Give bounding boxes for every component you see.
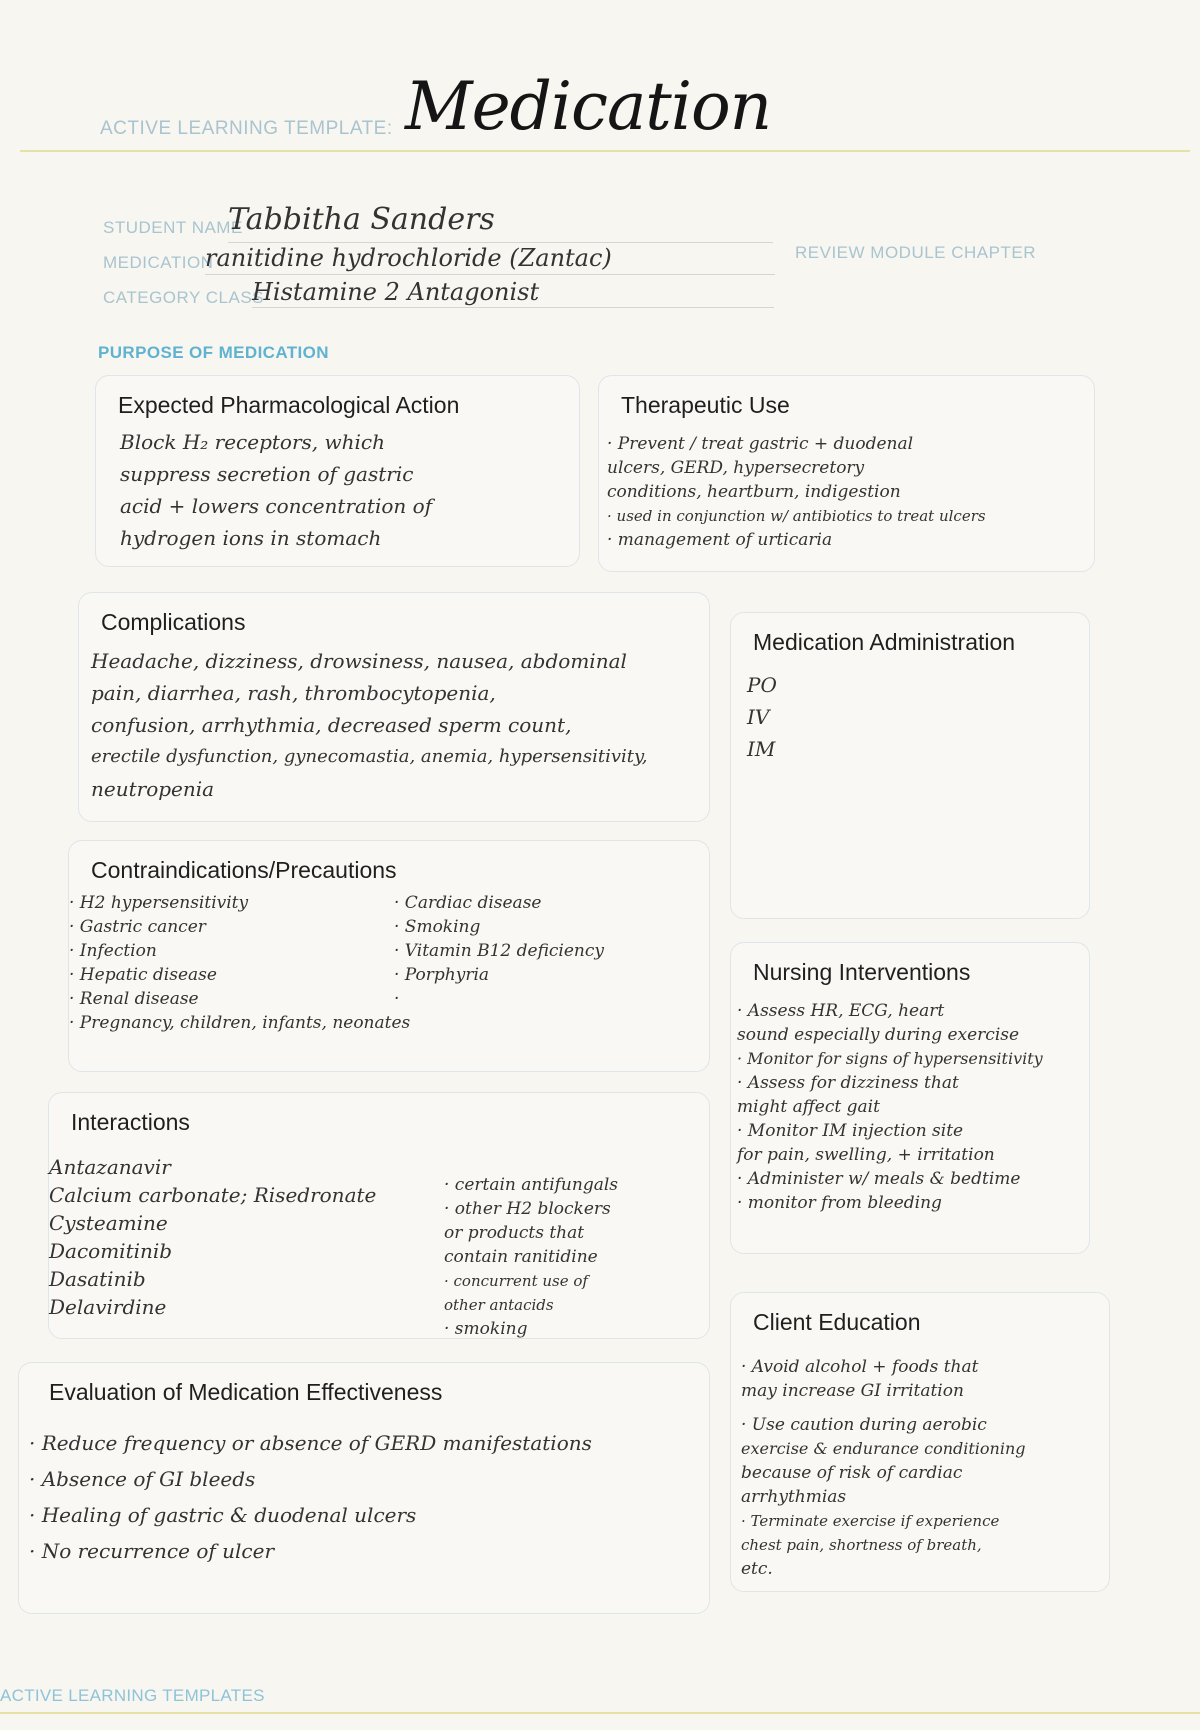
interaction-item: or products that <box>444 1223 585 1243</box>
therapeutic-use-line: ulcers, GERD, hypersecretory <box>607 458 865 478</box>
nursing-line: · Administer w/ meals & bedtime <box>737 1169 1021 1189</box>
evaluation-line: · Absence of GI bleeds <box>29 1467 256 1491</box>
interaction-item: Antazanavir <box>49 1155 171 1179</box>
therapeutic-use-line: · management of urticaria <box>607 530 833 550</box>
interaction-item: Calcium carbonate; Risedronate <box>49 1183 377 1207</box>
evaluation-line: · Reduce frequency or absence of GERD manifestations <box>29 1431 592 1455</box>
footer-divider <box>0 1712 1200 1714</box>
administration-box <box>730 612 1090 919</box>
client-education-line: exercise & endurance conditioning <box>741 1439 1026 1458</box>
interaction-item: contain ranitidine <box>444 1247 598 1267</box>
evaluation-title: Evaluation of Medication Effectiveness <box>49 1379 443 1405</box>
interaction-item: other antacids <box>444 1296 554 1314</box>
evaluation-box <box>18 1362 710 1614</box>
contraindication-item: · Porphyria <box>394 965 490 985</box>
client-education-line: may increase GI irritation <box>741 1381 964 1401</box>
client-education-line: arrhythmias <box>741 1487 847 1507</box>
category-line <box>252 307 774 308</box>
client-education-line: etc. <box>741 1559 773 1579</box>
evaluation-line: · Healing of gastric & duodenal ulcers <box>29 1503 417 1527</box>
nursing-line: · Monitor IM injection site <box>737 1121 964 1141</box>
contraindication-item: · Renal disease <box>69 989 199 1009</box>
nursing-line: might affect gait <box>737 1097 880 1117</box>
complications-line: confusion, arrhythmia, decreased sperm count, <box>91 713 572 737</box>
therapeutic-use-line: · used in conjunction w/ antibiotics to treat ulcers <box>607 507 986 525</box>
interaction-item: · smoking <box>444 1319 528 1339</box>
nursing-line: · Assess for dizziness that <box>737 1073 959 1093</box>
administration-line: IM <box>747 737 776 761</box>
client-education-line: · Terminate exercise if experience <box>741 1512 1000 1530</box>
contraindication-item: · Hepatic disease <box>69 965 217 985</box>
therapeutic-use-title: Therapeutic Use <box>621 392 790 418</box>
nursing-line: · monitor from bleeding <box>737 1193 942 1213</box>
expected-action-title: Expected Pharmacological Action <box>118 392 460 418</box>
administration-line: PO <box>747 673 777 697</box>
expected-action-line: Block H₂ receptors, which <box>120 430 385 454</box>
interaction-item: · certain antifungals <box>444 1175 618 1195</box>
therapeutic-use-line: conditions, heartburn, indigestion <box>607 482 901 502</box>
complications-line: neutropenia <box>91 777 215 801</box>
contraindication-item: · H2 hypersensitivity <box>69 893 249 913</box>
contraindications-title: Contraindications/Precautions <box>91 857 397 883</box>
purpose-heading: PURPOSE OF MEDICATION <box>98 343 329 362</box>
nursing-line: · Assess HR, ECG, heart <box>737 1001 945 1021</box>
interactions-box <box>48 1092 710 1339</box>
nursing-line: sound especially during exercise <box>737 1025 1020 1045</box>
interaction-item: Cysteamine <box>49 1211 168 1235</box>
evaluation-line: · No recurrence of ulcer <box>29 1539 274 1563</box>
interaction-item: Dacomitinib <box>49 1239 173 1263</box>
contraindication-item: · Vitamin B12 deficiency <box>394 941 605 961</box>
interactions-title: Interactions <box>71 1109 190 1135</box>
header-divider <box>20 150 1190 152</box>
client-education-line: · Use caution during aerobic <box>741 1415 987 1435</box>
interaction-item: Dasatinib <box>49 1267 146 1291</box>
nursing-line: · Monitor for signs of hypersensitivity <box>737 1049 1043 1068</box>
complications-box <box>78 592 710 822</box>
client-education-line: because of risk of cardiac <box>741 1463 963 1483</box>
expected-action-line: acid + lowers concentration of <box>120 494 433 518</box>
administration-line: IV <box>747 705 770 729</box>
medication-label: MEDICATION <box>103 253 214 272</box>
student-name-line <box>228 242 773 243</box>
complications-line: erectile dysfunction, gynecomastia, anemia, hypersensitivity, <box>91 746 648 767</box>
contraindication-item: · <box>394 989 400 1009</box>
client-education-box <box>730 1292 1110 1592</box>
footer-label: ACTIVE LEARNING TEMPLATES <box>0 1686 265 1705</box>
contraindication-item: · Smoking <box>394 917 481 937</box>
contraindication-item: · Cardiac disease <box>394 893 542 913</box>
nursing-interventions-box <box>730 942 1090 1254</box>
student-name-label: STUDENT NAME <box>103 218 243 237</box>
category-value[interactable]: Histamine 2 Antagonist <box>252 278 540 306</box>
category-label: CATEGORY CLASS <box>103 288 264 307</box>
student-name-value[interactable]: Tabbitha Sanders <box>228 202 495 237</box>
expected-action-line: hydrogen ions in stomach <box>120 526 382 550</box>
template-label: ACTIVE LEARNING TEMPLATE: <box>100 118 393 139</box>
client-education-title: Client Education <box>753 1309 921 1335</box>
page-title: Medication <box>405 68 772 145</box>
contraindication-item: · Gastric cancer <box>69 917 206 937</box>
nursing-interventions-title: Nursing Interventions <box>753 959 971 985</box>
contraindication-item: · Pregnancy, children, infants, neonates <box>69 1013 411 1033</box>
review-module-label: REVIEW MODULE CHAPTER <box>795 243 1036 262</box>
administration-title: Medication Administration <box>753 629 1016 655</box>
expected-action-line: suppress secretion of gastric <box>120 462 414 486</box>
contraindication-item: · Infection <box>69 941 157 961</box>
medication-line <box>205 274 775 275</box>
expected-action-box <box>95 375 580 567</box>
client-education-line: · Avoid alcohol + foods that <box>741 1357 979 1377</box>
complications-line: Headache, dizziness, drowsiness, nausea, abdominal <box>91 649 627 673</box>
interaction-item: · concurrent use of <box>444 1272 588 1290</box>
therapeutic-use-line: · Prevent / treat gastric + duodenal <box>607 434 914 454</box>
interaction-item: Delavirdine <box>49 1295 167 1319</box>
medication-value[interactable]: ranitidine hydrochloride (Zantac) <box>205 244 612 272</box>
interaction-item: · other H2 blockers <box>444 1199 611 1219</box>
complications-title: Complications <box>101 609 246 635</box>
complications-line: pain, diarrhea, rash, thrombocytopenia, <box>91 681 496 705</box>
client-education-line: chest pain, shortness of breath, <box>741 1536 982 1554</box>
therapeutic-use-box <box>598 375 1095 572</box>
nursing-line: for pain, swelling, + irritation <box>737 1145 995 1165</box>
contraindications-box <box>68 840 710 1072</box>
